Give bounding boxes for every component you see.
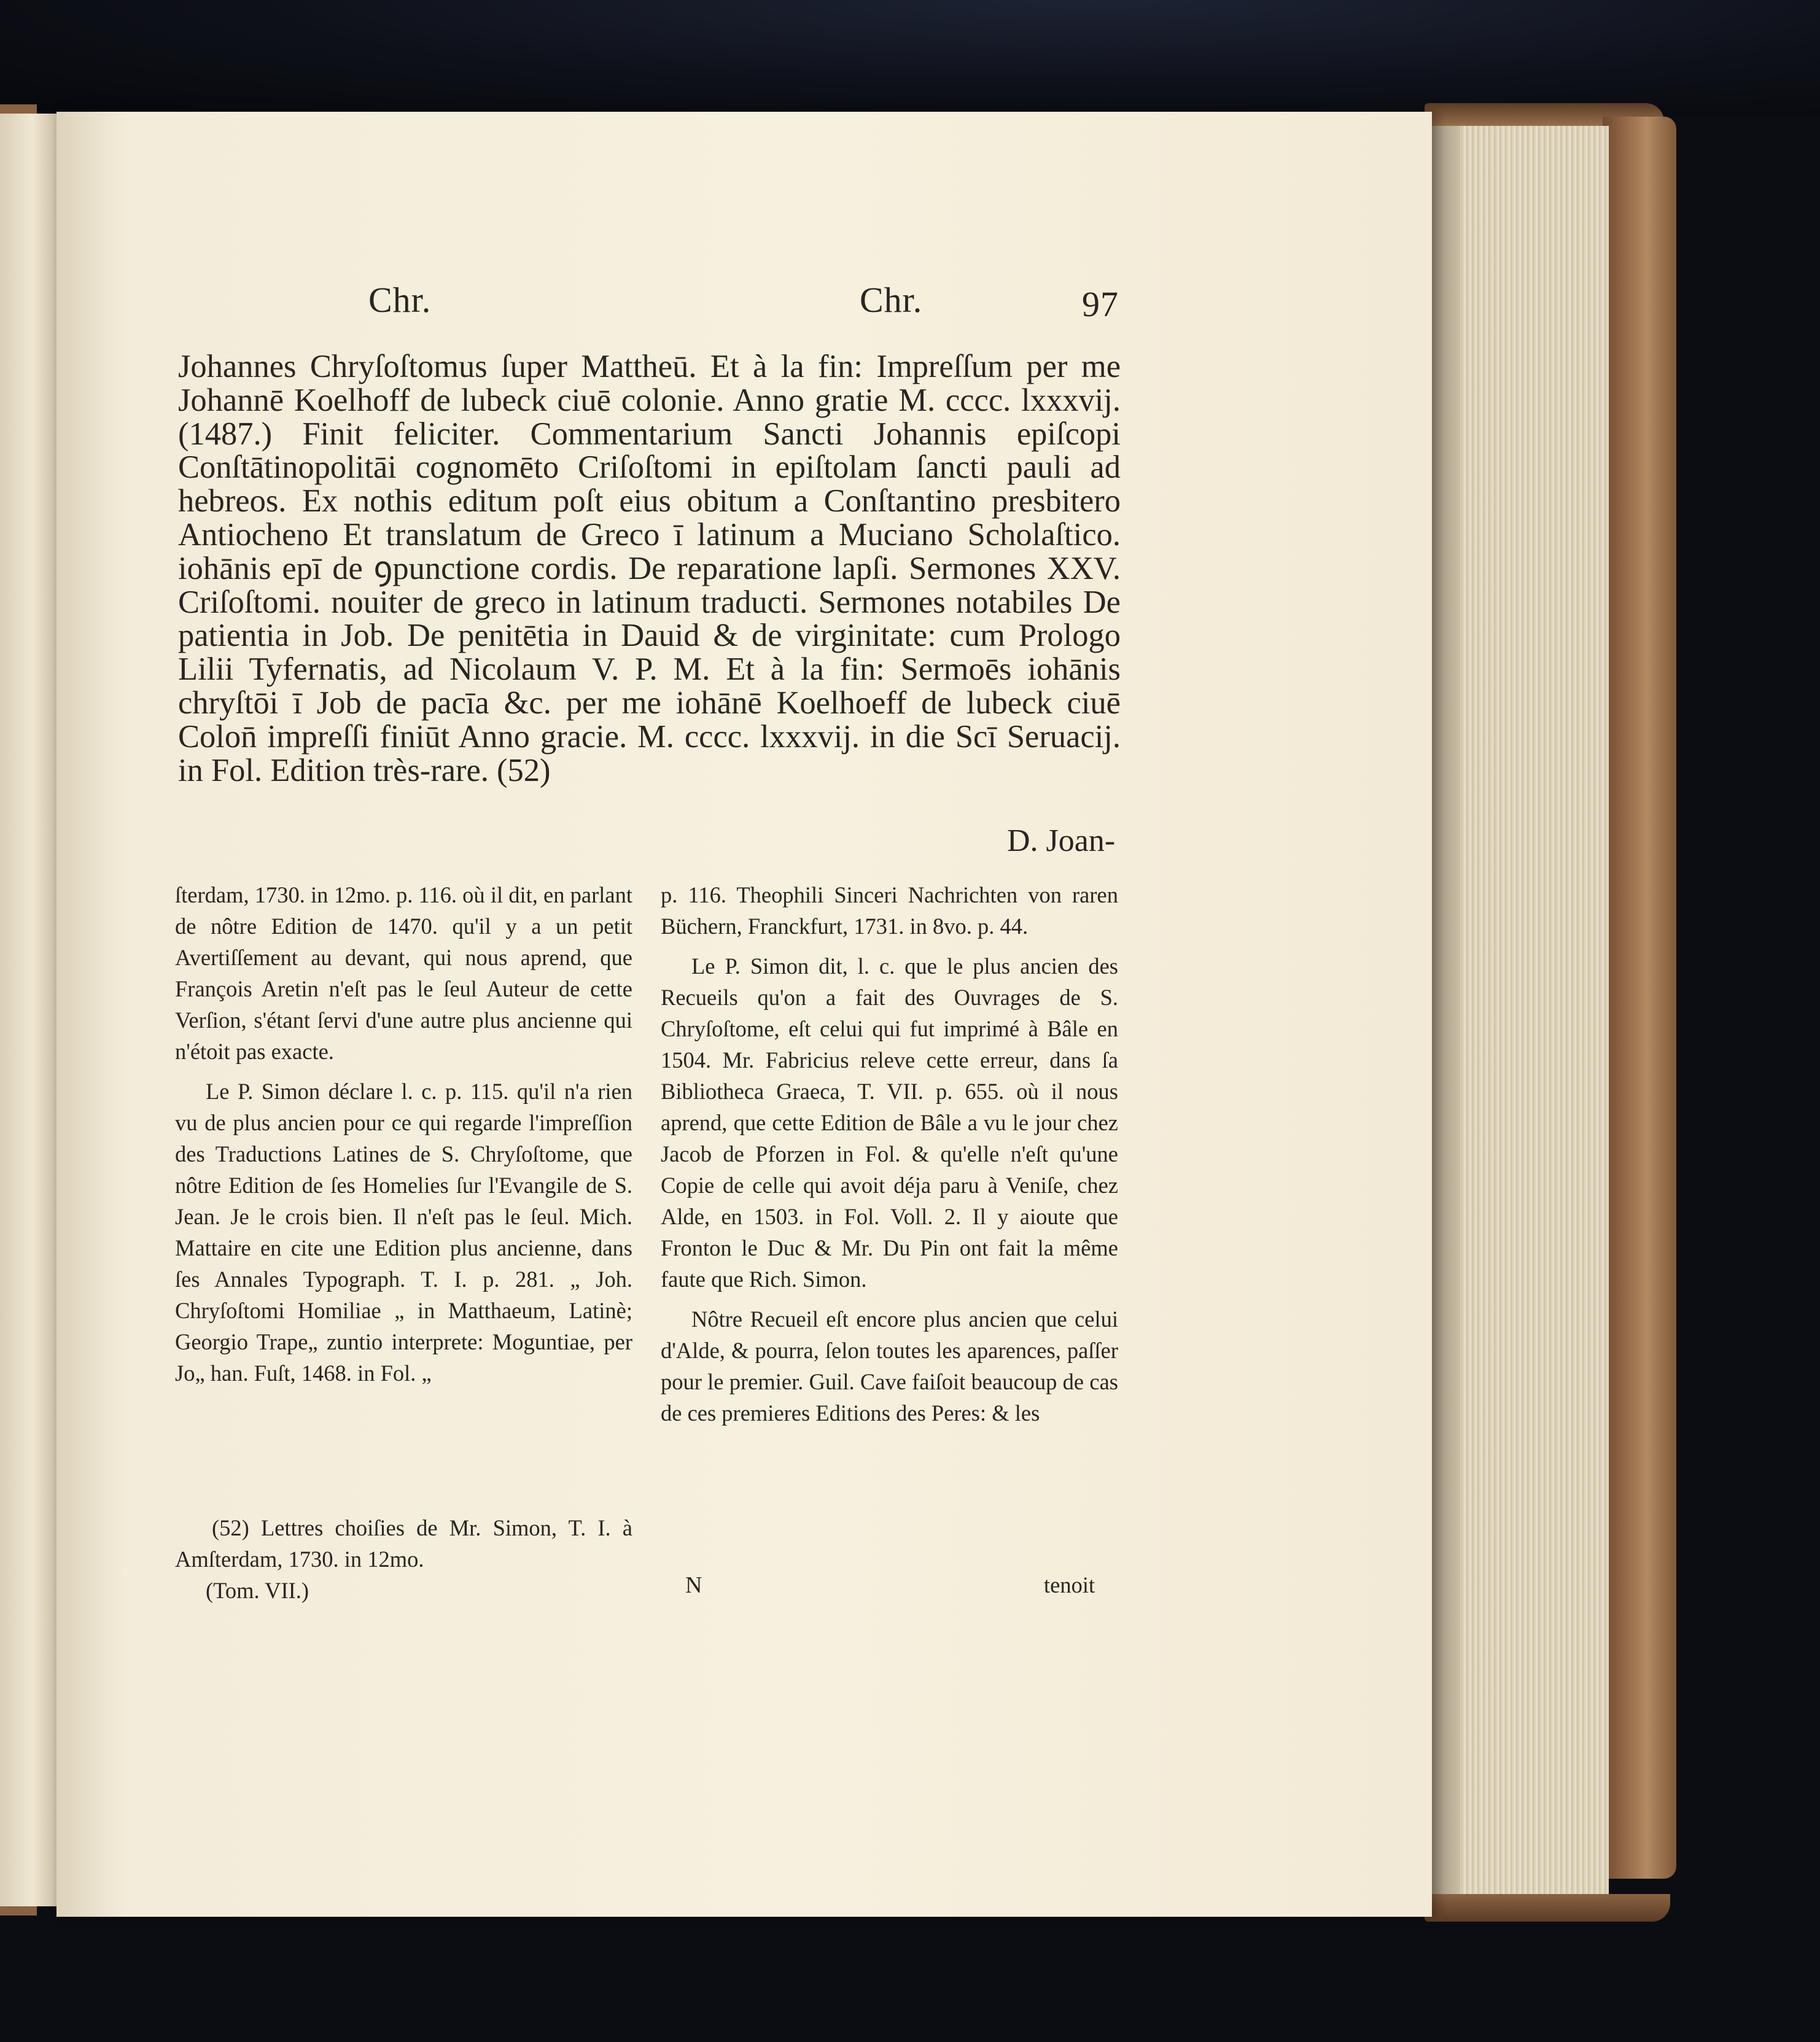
running-head-left: Chr.	[368, 280, 432, 320]
footnote-52: (52) Lettres choiſies de Mr. Simon, T. I. à Amſterdam, 1730. in 12mo.	[175, 1515, 632, 1572]
background	[0, 0, 1820, 117]
footnote-block	[175, 1512, 632, 1606]
left-paragraph-1: ſterdam, 1730. in 12mo. p. 116. où il dit, en parlant de nôtre Edition de 1470. qu'il y a un petit Avertiſſement au devant, qui nous aprend, que François Aretin n'eſt pas le ſeul Auteur de cette Verſion, s'étant ſervi d'une autre plus ancienne qui n'étoit pas exacte.	[175, 882, 632, 1064]
cover-bottom-edge	[1425, 1894, 1670, 1922]
catchword-top: D. Joan-	[1007, 823, 1116, 858]
right-paragraph-2: Le P. Simon dit, l. c. que le plus ancien des Recueils qu'on a fait des Ouvrages de S. Chryſoſtome, eſt celui qui fut imprimé à Bâle en 1504. Mr. Fabricius releve cette erreur, dans ſa Bibliotheca Graeca, T. VII. p. 655. où il nous aprend, que cette Edition de Bâle a vu le jour chez Jacob de Pforzen in Fol. & qu'elle n'eſt qu'une Copie de celle qui avoit déja paru à Veniſe, chez Alde, en 1503. in Fol. Voll. 2. Il y aioute que Fronton le Duc & Mr. Du Pin ont fait la même faute que Rich. Simon.	[661, 953, 1118, 1292]
left-page-edge	[0, 114, 58, 1906]
right-paragraph-1: p. 116. Theophili Sinceri Nachrichten von raren Büchern, Franckfurt, 1731. in 8vo. p. 44.	[661, 882, 1118, 939]
signature-mark: N	[685, 1572, 702, 1598]
running-head-center: Chr.	[860, 280, 923, 320]
main-entry-text	[178, 350, 1121, 787]
entry-paragraph: Johannes Chryſoſtomus ſuper Mattheū. Et à la fin: Impreſſum per me Johannē Koelhoff de lubeck ciuē colonie. Anno gratie M. cccc. lxxxvij. (1487.) Finit feliciter. Commentarium Sancti Johannis epiſcopi Conſtātinopolitāi cognomēto Criſoſtomi in epiſtolam ſancti pauli ad hebreos. Ex nothis editum poſt eius obitum a Conſtantino presbitero Antiocheno Et translatum de Greco ī latinum a Muciano Scholaſtico. iohānis epī de ꝯpunctione cordis. De reparatione lapſi. Sermones XXV. Criſoſtomi. nouiter de greco in latinum traducti. Sermones notabiles De patientia in Job. De penitētia in Dauid & de virginitate: cum Prologo Lilii Tyfernatis, ad Nicolaum V. P. M. Et à la fin: Sermoēs iohānis chryſtōi ī Job de pacīa &c. per me iohānē Koelhoeff de lubeck ciuē Colon̄ impreſſi finiūt Anno gracie. M. cccc. lxxxvij. in die Scī Seruacij. in Fol. Edition très-rare. (52)	[178, 349, 1121, 788]
right-column	[661, 879, 1118, 1437]
volume-mark: (Tom. VII.)	[206, 1578, 309, 1603]
catchword-bottom: tenoit	[1044, 1572, 1095, 1597]
left-column	[175, 879, 632, 1397]
page-number: 97	[1082, 284, 1119, 324]
right-paragraph-3: Nôtre Recueil eſt encore plus ancien que celui d'Alde, & pourra, ſelon toutes les aparences, paſſer pour le premier. Guil. Cave faiſoit beaucoup de cas de ces premieres Editions des Peres: & les	[661, 1306, 1118, 1426]
book-cover	[1603, 117, 1676, 1879]
left-paragraph-2: Le P. Simon déclare l. c. p. 115. qu'il n'a rien vu de plus ancien pour ce qui regarde l'impreſſion des Traductions Latines de S. Chryſoſtome, que nôtre Edition de ſes Homelies ſur l'Evangile de S. Jean. Je le crois bien. Il n'eſt pas le ſeul. Mich. Mattaire en cite une Edition plus ancienne, dans ſes Annales Typograph. T. I. p. 281. „ Joh. Chryſoſtomi Homiliae „ in Matthaeum, Latinè; Georgio Trape„ zuntio interprete: Moguntiae, per Jo„ han. Fuſt, 1468. in Fol. „	[175, 1079, 632, 1386]
